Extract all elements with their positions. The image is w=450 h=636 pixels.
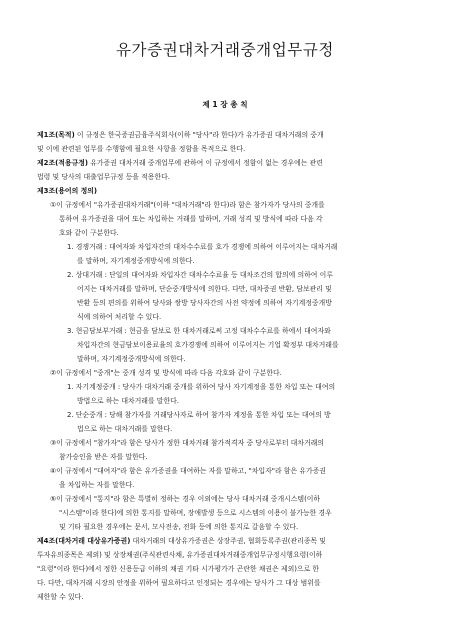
article3-p5-line: 및 기타 필요한 경우에는 문서, 모사전송, 전화 등에 의한 통지로 갈음할 수 있다. — [59, 523, 299, 531]
article3-p2-item: 법으로 하는 대차거래를 말한다. — [77, 425, 173, 433]
article2-label: 제2조(적용규정) — [37, 159, 89, 167]
chapter-heading: 제 1 장 총 칙 — [202, 100, 248, 109]
article3-p1-item: 를 말하며, 자기계정중개방식에 의한다. — [77, 257, 195, 265]
article4-label: 제4조(대차거래 대상유가증권) — [37, 537, 131, 545]
article3-p1-line: ①이 규정에서 "유가증권대차거래"(이하 "대차거래"라 한다)라 함은 참가자가 당사의 중개를 — [50, 201, 325, 209]
article4-line: 제한할 수 있다. — [37, 593, 84, 601]
article4-line: "요령"이라 한다)에서 정한 신용등급 이하의 채권 기타 시가평가가 곤란한 채권은 제외)으로 한 — [37, 565, 320, 573]
article3-p1-item: 말하며, 자기계정중개방식에 의한다. — [77, 355, 186, 363]
article3-p3-line: 참가승인을 받은 자를 말한다. — [59, 453, 148, 461]
article3-p5-line: ⑤이 규정에서 "통지"라 함은 특별히 정하는 경우 이외에는 당사 대차거래 중개시스템(이하 — [50, 495, 321, 503]
article3-p1-item: 식에 의하여 처리할 수 있다. — [77, 313, 162, 321]
article3-p3-line: ③이 규정에서 "참가자"라 함은 당사가 정한 대차거래 참가적격자 중 당사로부터 대차거래의 — [50, 439, 325, 447]
article3-p2-item: 1. 자기계정중개 : 당사가 대차거래 중개를 위하여 당사 자기계정을 통한 차입 또는 대여의 — [67, 383, 336, 391]
article3-p2-item: 방법으로 하는 대차거래를 말한다. — [77, 397, 179, 405]
article3-p5-line: "시스템"이라 한다)에 의한 통지를 말하며, 장애발생 등으로 시스템의 이용이 불가능한 경우 — [59, 509, 332, 517]
article3-p1-item: 1. 경쟁거래 : 대여자와 차입자간의 대차수수료를 호가 경쟁에 의하여 이루어지는 대차거래 — [67, 243, 338, 251]
article1-line-1: 제1조(목적) 이 규정은 한국증권금융주식회사(이하 "당사"라 한다)가 유가증권 대차거래의 중개 — [37, 131, 324, 139]
article3-p1-line: 통하여 유가증권을 대여 또는 차입하는 거래를 말하며, 거래 성격 및 방식에 따라 다음 각 — [59, 215, 323, 223]
article3-p1-item: 차입자간의 현금담보이용료율의 호가경쟁에 의하여 이루어지는 기업 확정부 대차거래를 — [77, 341, 339, 349]
article3-p1-item: 2. 상대거래 : 단일의 대여자와 차입자간 대차수수료율 등 대차조건의 합의에 의하여 이루 — [67, 271, 333, 279]
article4-line: 투자유의종목은 제외) 및 상장채권(주식관련사채, 유가증권대차거래중개업무규정시행요령(이하 — [37, 551, 323, 559]
article3-p1-item: 어지는 대차거래를 말하며, 단순중개방식에 의한다. 다만, 대차증권 반환, 담보관리 및 — [77, 285, 332, 293]
article3-label: 제3조(용어의 정의) — [37, 187, 98, 195]
article1-line-2: 및 이에 관련된 업무를 수행함에 필요한 사항을 정함을 목적으로 한다. — [37, 145, 246, 153]
article2-line-1: 제2조(적용규정) 유가증권 대차거래 중개업무에 관하여 이 규정에서 정함이 없는 경우에는 관련 — [37, 159, 323, 167]
article3-p4-line: 을 차입하는 자를 말한다. — [59, 481, 135, 489]
article1-label: 제1조(목적) — [37, 131, 75, 139]
article3-p1-item: 3. 현금담보부거래 : 현금을 담보로 한 대차거래로써 고정 대차수수료를 하에서 대여자와 — [67, 327, 331, 335]
article3-p1-item: 반환 등의 편의를 위하여 당사와 쌍방 당사자간의 사전 약정에 의하여 자기계정중개방 — [77, 299, 332, 307]
article4-line: 다. 다만, 대차거래 시장의 안정을 위하여 필요하다고 인정되는 경우에는 당사가 그 대상 범위를 — [37, 579, 321, 587]
article3-p4-line: ④이 규정에서 "대여자"라 함은 유가증권을 대여하는 자를 말하고, "차입자"라 함은 유가증권 — [50, 467, 326, 475]
article3-p1-line: 호와 같이 구분한다. — [59, 229, 119, 237]
article3-p2-line: ②이 규정에서 "중개"는 중개 성격 및 방식에 따라 다음 각호와 같이 구분한다. — [50, 369, 282, 377]
article3-p2-item: 2. 단순중개 : 당해 참가자를 거래당사자로 하여 참가자 계정을 통한 차입 또는 대여의 방 — [67, 411, 331, 419]
document-title: 유가증권대차거래중개업무규정 — [115, 41, 335, 59]
article2-line-2: 법령 및 당사의 대출업무규정 등을 적용한다. — [37, 173, 170, 181]
article4-line-1: 제4조(대차거래 대상유가증권) 대차거래의 대상유가증권은 상장주권, 협회등록주권(관리종목 및 — [37, 537, 326, 545]
